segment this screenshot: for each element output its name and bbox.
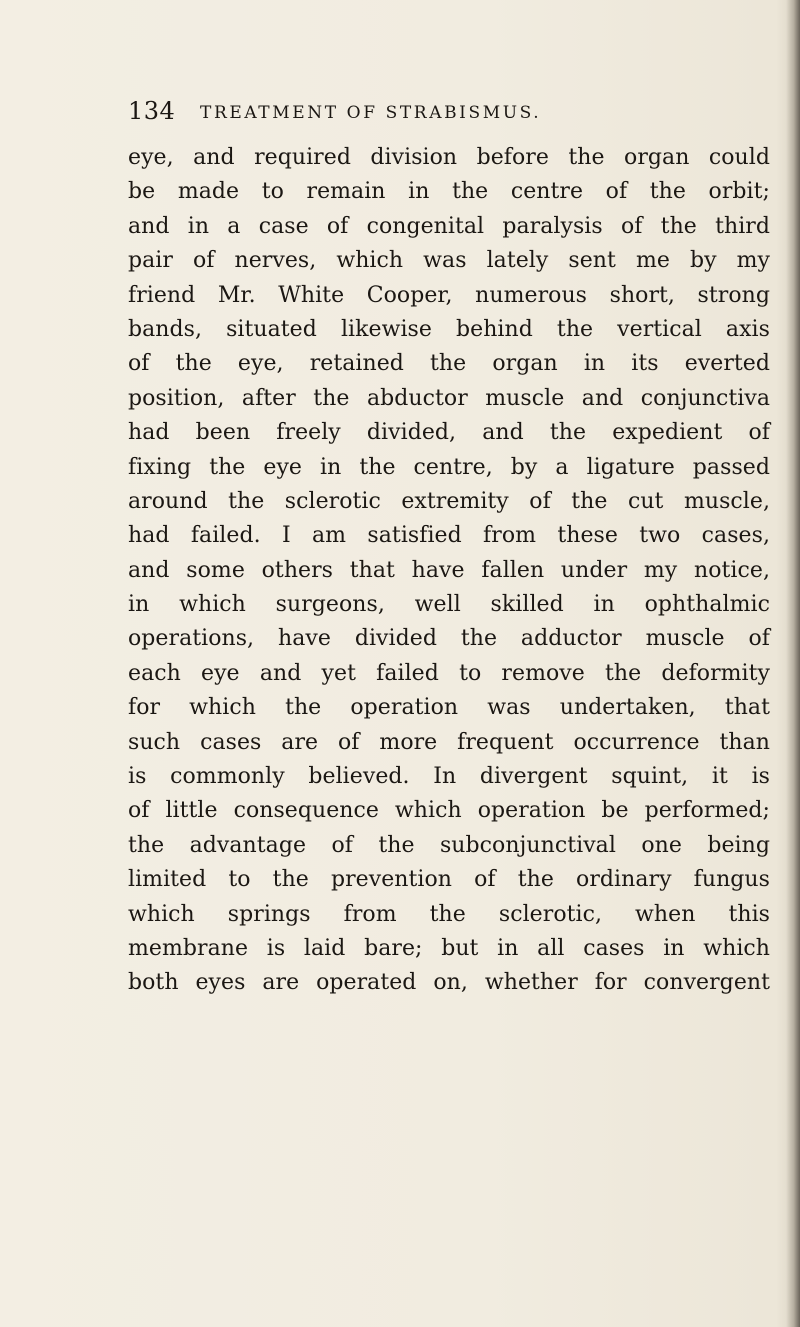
running-title: TREATMENT OF STRABISMUS. — [200, 103, 542, 123]
text-line: operations, have divided the adductor muscle of — [128, 626, 770, 652]
running-head — [128, 96, 768, 132]
text-line: and some others that have fallen under my notice, — [128, 557, 770, 583]
body-text — [128, 141, 770, 1001]
text-line: eye, and required division before the organ could — [128, 145, 770, 170]
text-line: such cases are of more frequent occurrence than — [128, 729, 770, 755]
text-line: and in a case of congenital paralysis of the third — [128, 213, 770, 239]
text-line: fixing the eye in the centre, by a ligature passed — [128, 454, 770, 480]
binding-edge — [786, 0, 800, 1327]
text-line: around the sclerotic extremity of the cut muscle, — [128, 488, 770, 514]
text-line: of the eye, retained the organ in its everted — [128, 351, 770, 377]
text-line: for which the operation was undertaken, that — [128, 695, 770, 721]
text-line: of little consequence which operation be performed; — [128, 798, 770, 824]
text-line: limited to the prevention of the ordinary fungus — [128, 867, 770, 893]
text-line: is commonly believed. In divergent squint, it is — [128, 764, 770, 790]
text-line: which springs from the sclerotic, when this — [128, 901, 770, 927]
text-line: each eye and yet failed to remove the deformity — [128, 660, 770, 686]
text-line: bands, situated likewise behind the vertical axis — [128, 316, 770, 342]
text-line: pair of nerves, which was lately sent me by my — [128, 248, 770, 274]
text-line: in which surgeons, well skilled in ophthalmic — [128, 592, 770, 618]
text-line: had failed. I am satisfied from these two cases, — [128, 523, 770, 549]
text-line: be made to remain in the centre of the orbit; — [128, 179, 770, 205]
text-line: the advantage of the subconjunctival one being — [128, 832, 770, 858]
text-line: friend Mr. White Cooper, numerous short, strong — [128, 282, 770, 308]
page-number: 134 — [128, 97, 176, 125]
text-line: membrane is laid bare; but in all cases in which — [128, 935, 770, 961]
text-line: had been freely divided, and the expedient of — [128, 420, 770, 446]
text-line: position, after the abductor muscle and conjunctiva — [128, 385, 770, 411]
text-line: both eyes are operated on, whether for convergent — [128, 970, 770, 996]
